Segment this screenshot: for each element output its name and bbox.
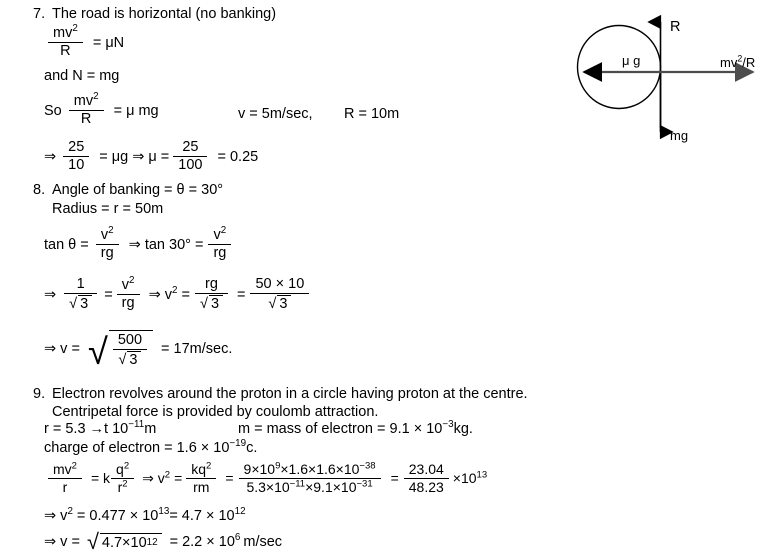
radicand: 3 xyxy=(78,295,92,312)
fraction-500-over-sqrt3 xyxy=(113,333,147,368)
diagram-label-R: R xyxy=(670,19,681,35)
fraction-numerator: 1 xyxy=(76,276,85,292)
exponent: −19 xyxy=(229,438,247,450)
problem-8-equation-2 xyxy=(44,277,313,312)
problem-7-equation-2 xyxy=(44,91,159,128)
fraction-numerator: $v^2$ xyxy=(213,225,227,243)
exponent: 2 xyxy=(206,460,212,472)
sqrt-final xyxy=(86,529,162,554)
fraction-numerator: $mv^2$ xyxy=(53,23,78,41)
fraction-numerator: 50 × 10 xyxy=(255,276,305,292)
fraction-denominator: $r^2$ xyxy=(117,478,128,495)
given-radius: R = 10m xyxy=(344,106,400,122)
implies-v: ⇒ v = xyxy=(44,534,80,551)
problem-8-statement: Angle of banking = θ = 30° xyxy=(52,182,224,198)
equation-rhs: = μN xyxy=(92,34,125,51)
diagram-label-friction: μ g xyxy=(622,53,641,68)
problem-9-mass-value: m = mass of electron = $9.1 \times 10^{-3}kg$. xyxy=(238,419,473,437)
fraction-25-over-100 xyxy=(173,140,207,173)
fraction-v2-over-rg-3 xyxy=(117,275,140,312)
fraction-denominator: R xyxy=(60,43,71,60)
fraction-numerator: $v^2$ xyxy=(100,225,114,243)
radicand xyxy=(109,330,153,368)
fraction-denominator: 48.23 xyxy=(408,478,444,495)
radicand: 4.7×10 12 xyxy=(100,533,162,551)
exponent: 6 xyxy=(234,532,241,544)
equation-rhs: = μ mg xyxy=(113,102,159,119)
exponent: 2 xyxy=(67,506,73,518)
sqrt-3 xyxy=(268,295,291,312)
fraction-2304-over-4823 xyxy=(404,462,449,494)
implies-v-squared: ⇒ $v^2$ xyxy=(148,284,178,303)
exponent: 2 xyxy=(172,284,178,296)
problem-9-number xyxy=(33,386,45,402)
fraction-denominator: r xyxy=(62,478,68,495)
fraction-50x10-over-sqrt3 xyxy=(250,277,309,312)
fraction-denominator xyxy=(113,350,146,368)
final-result: = $2.2 \times 10^6$ m/sec xyxy=(169,532,283,551)
fraction-denominator: 10 xyxy=(68,157,85,174)
fraction-numerator: $mv^2$ xyxy=(53,460,77,477)
fraction-numerator: $mv^2$ xyxy=(73,91,99,109)
radical-sign: √ xyxy=(86,529,99,554)
radicand: 3 xyxy=(209,295,223,312)
exponent: 2 xyxy=(123,460,130,472)
tan-theta-label: tan θ = xyxy=(44,236,89,253)
result-velocity: = 17m/sec. xyxy=(161,341,233,358)
exponent: −31 xyxy=(356,478,373,490)
fraction-denominator: R xyxy=(80,111,92,128)
given-velocity: v = 5m/sec, xyxy=(238,106,313,122)
force-diagram xyxy=(560,0,765,170)
problem-number-label: 8. xyxy=(33,182,46,198)
problem-7-equation-3 xyxy=(44,140,258,173)
exponent: −11 xyxy=(289,478,306,490)
exponent: 2 xyxy=(72,23,78,35)
equals-sign-2: = xyxy=(225,470,234,487)
exponent: 2 xyxy=(129,275,135,287)
implies-v-squared: ⇒ $v^2$ xyxy=(44,506,73,524)
force-diagram-svg xyxy=(560,0,765,170)
fraction-1-over-sqrt3 xyxy=(64,277,97,312)
problem-number-label: 7. xyxy=(33,6,46,22)
exponent: 2 xyxy=(164,469,171,481)
fraction-25-over-10 xyxy=(63,140,89,173)
circle-shape xyxy=(578,26,661,109)
problem-number-label: 9. xyxy=(33,386,46,402)
radical-sign: √ xyxy=(69,296,78,313)
fraction-big-expression xyxy=(239,462,381,494)
equals-sign: = xyxy=(174,470,183,487)
exponent: 2 xyxy=(71,460,77,472)
fraction-q2-over-r2 xyxy=(111,462,134,494)
fraction-denominator: rg xyxy=(213,245,227,262)
fraction-denominator: rg xyxy=(121,295,135,312)
problem-9-charge-value: charge of electron = $1.6 \times 10^{-19}c$. xyxy=(44,438,258,456)
problem-9-radius-value: r = 5.3 →t $10^{-11}m$ xyxy=(44,419,157,437)
problem-8-equation-3 xyxy=(44,330,233,372)
fraction-denominator xyxy=(64,294,97,312)
fraction-denominator: rm xyxy=(193,478,210,495)
diagram-label-weight: mg xyxy=(670,128,689,143)
exponent: 13 xyxy=(476,469,488,481)
fraction-numerator: $kq^2$ xyxy=(191,460,212,477)
implies-symbol: ⇒ xyxy=(44,148,57,165)
problem-9-centripetal-note: Centripetal force is provided by coulomb attraction. xyxy=(52,404,379,420)
fraction-numerator: $9\times 10^9\times 1.6\times 1.6\times 10^{-38}$ xyxy=(243,460,376,477)
implies-v: ⇒ v = xyxy=(44,341,80,358)
exponent: −11 xyxy=(128,419,145,431)
radical-sign: √ xyxy=(199,296,208,313)
exponent: 2 xyxy=(108,225,114,237)
exponent: 12 xyxy=(234,506,246,518)
radicand: 3 xyxy=(277,295,291,312)
fraction-mv2-over-R xyxy=(48,23,83,60)
problem-7-line-and-N: and N = mg xyxy=(44,68,120,84)
exponent: 2 xyxy=(93,91,99,103)
problem-9-equation-1 xyxy=(44,462,487,494)
equals-sign-3: = xyxy=(237,286,246,303)
fraction-denominator: 100 xyxy=(178,157,203,174)
radical-sign: √ xyxy=(268,296,277,313)
fraction-mv2-over-r xyxy=(48,462,82,494)
equals-sign-2: = xyxy=(181,286,190,303)
radical-sign: √ xyxy=(87,330,108,372)
fraction-rg-over-sqrt3 xyxy=(195,277,228,312)
problem-8-number xyxy=(33,182,45,198)
multiplier-power-ten: $\times 10^{13}$ xyxy=(452,469,488,487)
problem-7-statement: The road is horizontal (no banking) xyxy=(52,6,277,22)
exponent: 13 xyxy=(158,506,170,518)
radical-sign: √ xyxy=(118,352,127,369)
exponent: 2 xyxy=(737,53,743,64)
so-label: So xyxy=(44,102,62,119)
implies-tan30: ⇒ tan 30° = xyxy=(128,236,204,253)
fraction-denominator xyxy=(263,294,296,312)
fraction-denominator: rg xyxy=(100,245,114,262)
diagram-label-centripetal: $mv^2/R$ xyxy=(720,53,756,70)
problem-8-equation-1 xyxy=(44,225,235,262)
equals-sign-3: = xyxy=(390,470,399,487)
fraction-mv2-over-R-2 xyxy=(69,91,104,128)
exponent: −38 xyxy=(359,460,376,472)
exponent: 2 xyxy=(220,225,227,237)
fraction-numerator: $q^2$ xyxy=(116,460,130,477)
fraction-numerator: 25 xyxy=(182,139,199,155)
exponent: 2 xyxy=(122,478,128,490)
fraction-denominator: $5.3\times 10^{-11}\times 9.1\times 10^{-31}$ xyxy=(246,478,373,495)
sqrt-big xyxy=(87,330,153,372)
fraction-numerator: $v^2$ xyxy=(121,275,135,293)
sqrt-3 xyxy=(200,295,223,312)
problem-9-statement: Electron revolves around the proton in a circle having proton at the centre. xyxy=(52,386,528,402)
sqrt-3 xyxy=(69,295,92,312)
exponent: 9 xyxy=(275,460,281,472)
fraction-numerator: rg xyxy=(205,276,218,292)
equals-k: = k xyxy=(90,470,111,487)
problem-7-equation-1 xyxy=(44,23,125,60)
fraction-numerator: 500 xyxy=(117,332,143,348)
problem-9-equation-2 xyxy=(44,508,246,524)
implies-v-squared: ⇒ $v^2$ xyxy=(142,469,171,486)
problem-9-equation-3 xyxy=(44,529,283,554)
problem-8-radius: Radius = r = 50m xyxy=(52,201,164,217)
fraction-v2-over-rg-1 xyxy=(96,225,119,262)
problem-7-number xyxy=(33,6,45,22)
exponent: −3 xyxy=(442,419,454,431)
fraction-denominator xyxy=(195,294,228,312)
implies-symbol: ⇒ xyxy=(44,286,57,303)
sqrt-3 xyxy=(118,351,141,368)
fraction-v2-over-rg-2 xyxy=(208,225,231,262)
fraction-numerator: 25 xyxy=(68,139,85,155)
fraction-numerator: 23.04 xyxy=(408,461,444,477)
equals-sign: = xyxy=(104,286,113,303)
radicand: 3 xyxy=(127,351,141,368)
equation-result: = 0.25 xyxy=(217,148,259,165)
fraction-kq2-over-rm xyxy=(186,462,216,494)
equation-middle: = μg ⇒ μ = xyxy=(99,148,170,165)
value-expression: = $0.477 \times 10^{13}= 4.7 \times 10^{12}$ xyxy=(76,506,246,524)
